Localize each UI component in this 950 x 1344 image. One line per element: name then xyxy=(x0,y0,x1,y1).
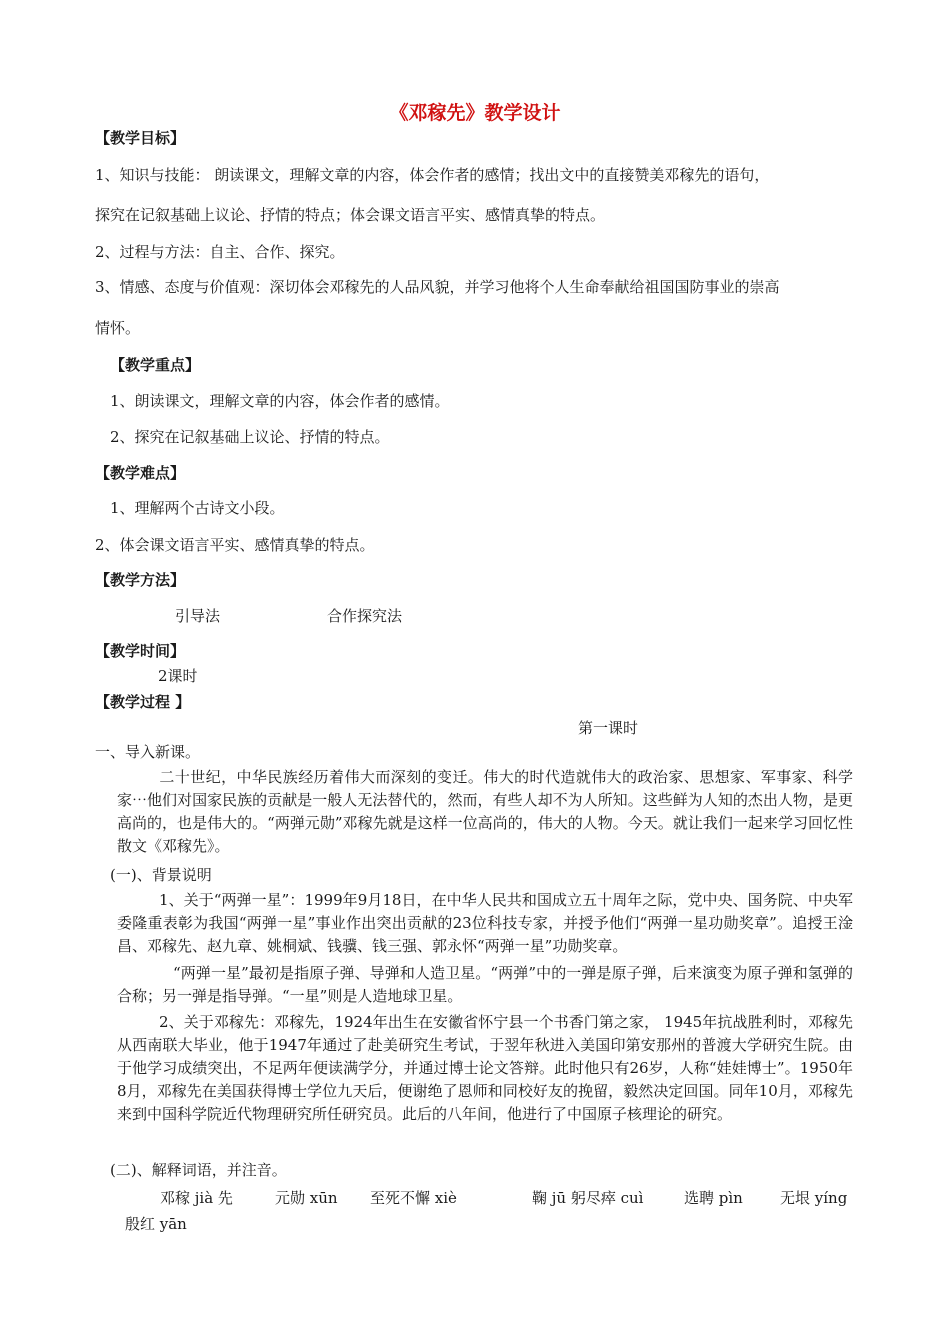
method-guidance: 引导法 xyxy=(175,607,221,625)
difficulty-2: 2、体会课文语言平实、感情真挚的特点。 xyxy=(95,536,375,554)
background-deng-paragraph xyxy=(117,1011,853,1126)
difficulties-heading: 【教学难点】 xyxy=(95,464,186,482)
background-two-bombs-paragraph xyxy=(117,889,853,958)
key-point-1: 1、朗读课文，理解文章的内容，体会作者的感情。 xyxy=(110,392,450,410)
two-bombs-definition-text: “两弹一星”最初是指原子弹、导弹和人造卫星。“两弹”中的一弹是原子弹，后来演变为原子弹和氢弹的合称；另一弹是指导弹。“一星”则是人造地球卫星。 xyxy=(117,964,853,1005)
goal-3-line-1: 3、情感、态度与价值观：深切体会邓稼先的人品风貌，并学习他将个人生命奉献给祖国国防事业的崇高 xyxy=(95,278,780,296)
background-two-bombs-text: 1、关于“两弹一星”：1999年9月18日，在中华人民共和国成立五十周年之际，党中央、国务院、中央军委隆重表彰为我国“两弹一星”事业作出突出贡献的23位科技专家，并授予他们“两弹一星功勋奖章”。追授王淦昌、邓稼先、赵九章、姚桐斌、钱骥、钱三强、郭永怀“两弹一星”功勋奖章。 xyxy=(117,891,853,955)
methods-heading: 【教学方法】 xyxy=(95,571,186,589)
vocab-item: 殷红 yān xyxy=(125,1215,187,1233)
key-points-heading: 【教学重点】 xyxy=(110,356,201,374)
key-point-2: 2、探究在记叙基础上议论、抒情的特点。 xyxy=(110,428,390,446)
method-cooperative: 合作探究法 xyxy=(327,607,403,625)
vocab-subheading: (二)、解释词语，并注音。 xyxy=(110,1161,287,1179)
two-bombs-definition-paragraph xyxy=(117,962,853,1008)
goal-1-line-2: 探究在记叙基础上议论、抒情的特点；体会课文语言平实、感情真挚的特点。 xyxy=(95,206,606,224)
intro-paragraph-text: 二十世纪，中华民族经历着伟大而深刻的变迁。伟大的时代造就伟大的政治家、思想家、军事家、科学家⋯他们对国家民族的贡献是一般人无法替代的，然而，有些人却不为人所知。这些鲜为人知的杰出人物，是更高尚的，也是伟大的。“两弹元勋”邓稼先就是这样一位高尚的，伟大的人物。今天。就让我们一起来学习回忆性散文《邓稼先》。 xyxy=(117,768,853,855)
goals-heading: 【教学目标】 xyxy=(95,129,186,147)
vocab-item: 无垠 yíng xyxy=(780,1189,848,1207)
vocab-item: 元勋 xūn xyxy=(275,1189,338,1207)
difficulty-1: 1、理解两个古诗文小段。 xyxy=(110,499,285,517)
vocab-item: 鞠 jū 躬尽瘁 cuì xyxy=(532,1189,644,1207)
intro-paragraph xyxy=(117,766,853,858)
goal-3-line-2: 情怀。 xyxy=(95,319,141,337)
time-heading: 【教学时间】 xyxy=(95,642,186,660)
document-title: 《邓稼先》教学设计 xyxy=(389,102,561,124)
background-subheading: (一)、背景说明 xyxy=(110,866,212,884)
process-heading: 【教学过程 】 xyxy=(95,693,191,711)
vocab-item: 至死不懈 xiè xyxy=(370,1189,457,1207)
vocab-item: 邓稼 jià 先 xyxy=(160,1189,233,1207)
background-deng-text: 2、关于邓稼先：邓稼先，1924年出生在安徽省怀宁县一个书香门第之家， 1945年抗战胜利时，邓稼先从西南联大毕业，他于1947年通过了赴美研究生考试，于翌年秋进入美国印第安那州的普渡大学研究生院。由于他学习成绩突出，不足两年便读满学分，并通过博士论文答辩。此时他只有26岁，人称“娃娃博士”。1950年8月，邓稼先在美国获得博士学位九天后，便谢绝了恩师和同校好友的挽留，毅然决定回国。同年10月，邓稼先来到中国科学院近代物理研究所任研究员。此后的八年间，他进行了中国原子核理论的研究。 xyxy=(117,1013,853,1123)
goal-2: 2、过程与方法：自主、合作、探究。 xyxy=(95,243,345,261)
section-intro-heading: 一、导入新课。 xyxy=(95,743,201,761)
goal-1-line-1: 1、知识与技能： 朗读课文，理解文章的内容，体会作者的感情；找出文中的直接赞美邓稼先的语句， xyxy=(95,166,770,184)
time-value: 2课时 xyxy=(158,667,198,685)
lesson-label: 第一课时 xyxy=(578,719,639,737)
vocab-item: 选聘 pìn xyxy=(684,1189,743,1207)
